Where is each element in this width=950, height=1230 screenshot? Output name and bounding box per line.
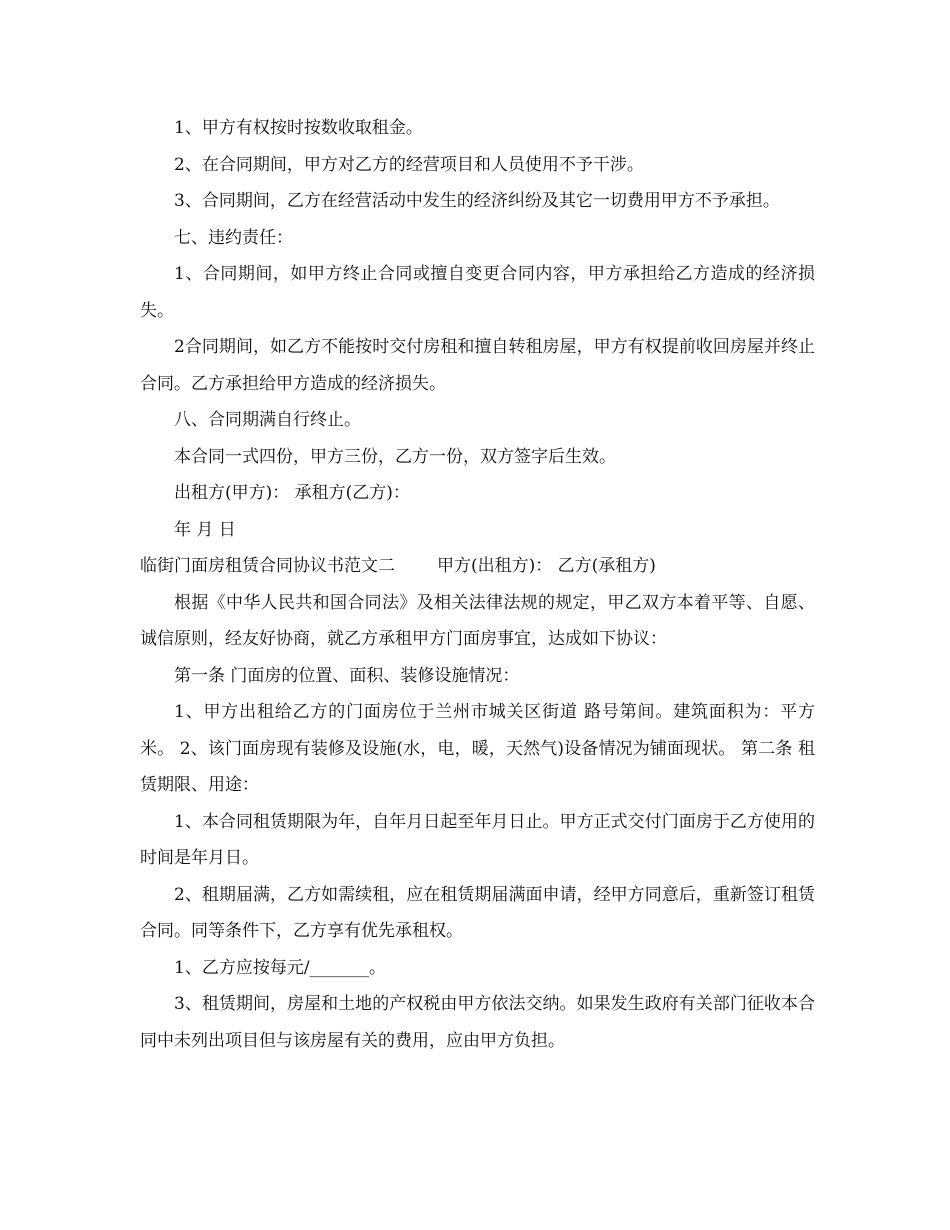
clause-paragraph: 2合同期间，如乙方不能按时交付房租和擅自转租房屋，甲方有权提前收回房屋并终止合同。乙方承担给甲方造成的经济损失。 — [140, 337, 815, 394]
clause-paragraph: 1、本合同租赁期限为年，自年月日起至年月日止。甲方正式交付门面房于乙方使用的时间是年月日。 — [140, 811, 815, 868]
preamble-paragraph: 根据《中华人民共和国合同法》及相关法律法规的规定，甲乙双方本着平等、自愿、诚信原则，经友好协商，就乙方承租甲方门面房事宜，达成如下协议： — [140, 592, 815, 649]
clause-paragraph: 3、合同期间，乙方在经营活动中发生的经济纠纷及其它一切费用甲方不予承担。 — [174, 191, 780, 211]
section-heading: 七、违约责任： — [174, 227, 293, 248]
date-line: 年 月 日 — [174, 519, 236, 540]
contract-parties: 甲方(出租方)： 乙方(承租方) — [437, 556, 656, 576]
signature-line: 出租方(甲方)： 承租方(乙方)： — [174, 483, 410, 503]
clause-paragraph: 2、租期届满，乙方如需续租，应在租赁期届满面申请，经甲方同意后，重新签订租赁合同。同等条件下，乙方享有优先承租权。 — [140, 884, 815, 941]
section-heading: 八、合同期满自行终止。 — [174, 410, 361, 430]
clause-paragraph: 本合同一式四份，甲方三份，乙方一份，双方签字后生效。 — [174, 446, 616, 467]
clause-paragraph: 1、乙方应按每元/_______。 — [174, 957, 387, 978]
clause-paragraph: 2、在合同期间，甲方对乙方的经营项目和人员使用不予干涉。 — [174, 154, 644, 175]
clause-paragraph: 1、甲方有权按时按数收取租金。 — [174, 118, 423, 138]
clause-paragraph: 1、甲方出租给乙方的门面房位于兰州市城关区街道 路号第间。建筑面积为：平方米。 2、该门面房现有装修及设施(水，电，暖，天然气)设备情况为铺面现状。 第二条 租赁期限、用途： — [140, 702, 815, 795]
contract-title-line — [140, 548, 815, 585]
document-body — [140, 110, 815, 1059]
article-heading: 第一条 门面房的位置、面积、装修设施情况： — [174, 665, 520, 686]
clause-paragraph: 1、合同期间，如甲方终止合同或擅自变更合同内容，甲方承担给乙方造成的经济损失。 — [140, 264, 815, 321]
contract-title: 临街门面房租赁合同协议书范文二 — [140, 556, 395, 576]
clause-paragraph: 3、租赁期间，房屋和土地的产权税由甲方依法交纳。如果发生政府有关部门征收本合同中未列出项目但与该房屋有关的费用，应由甲方负担。 — [140, 994, 815, 1051]
